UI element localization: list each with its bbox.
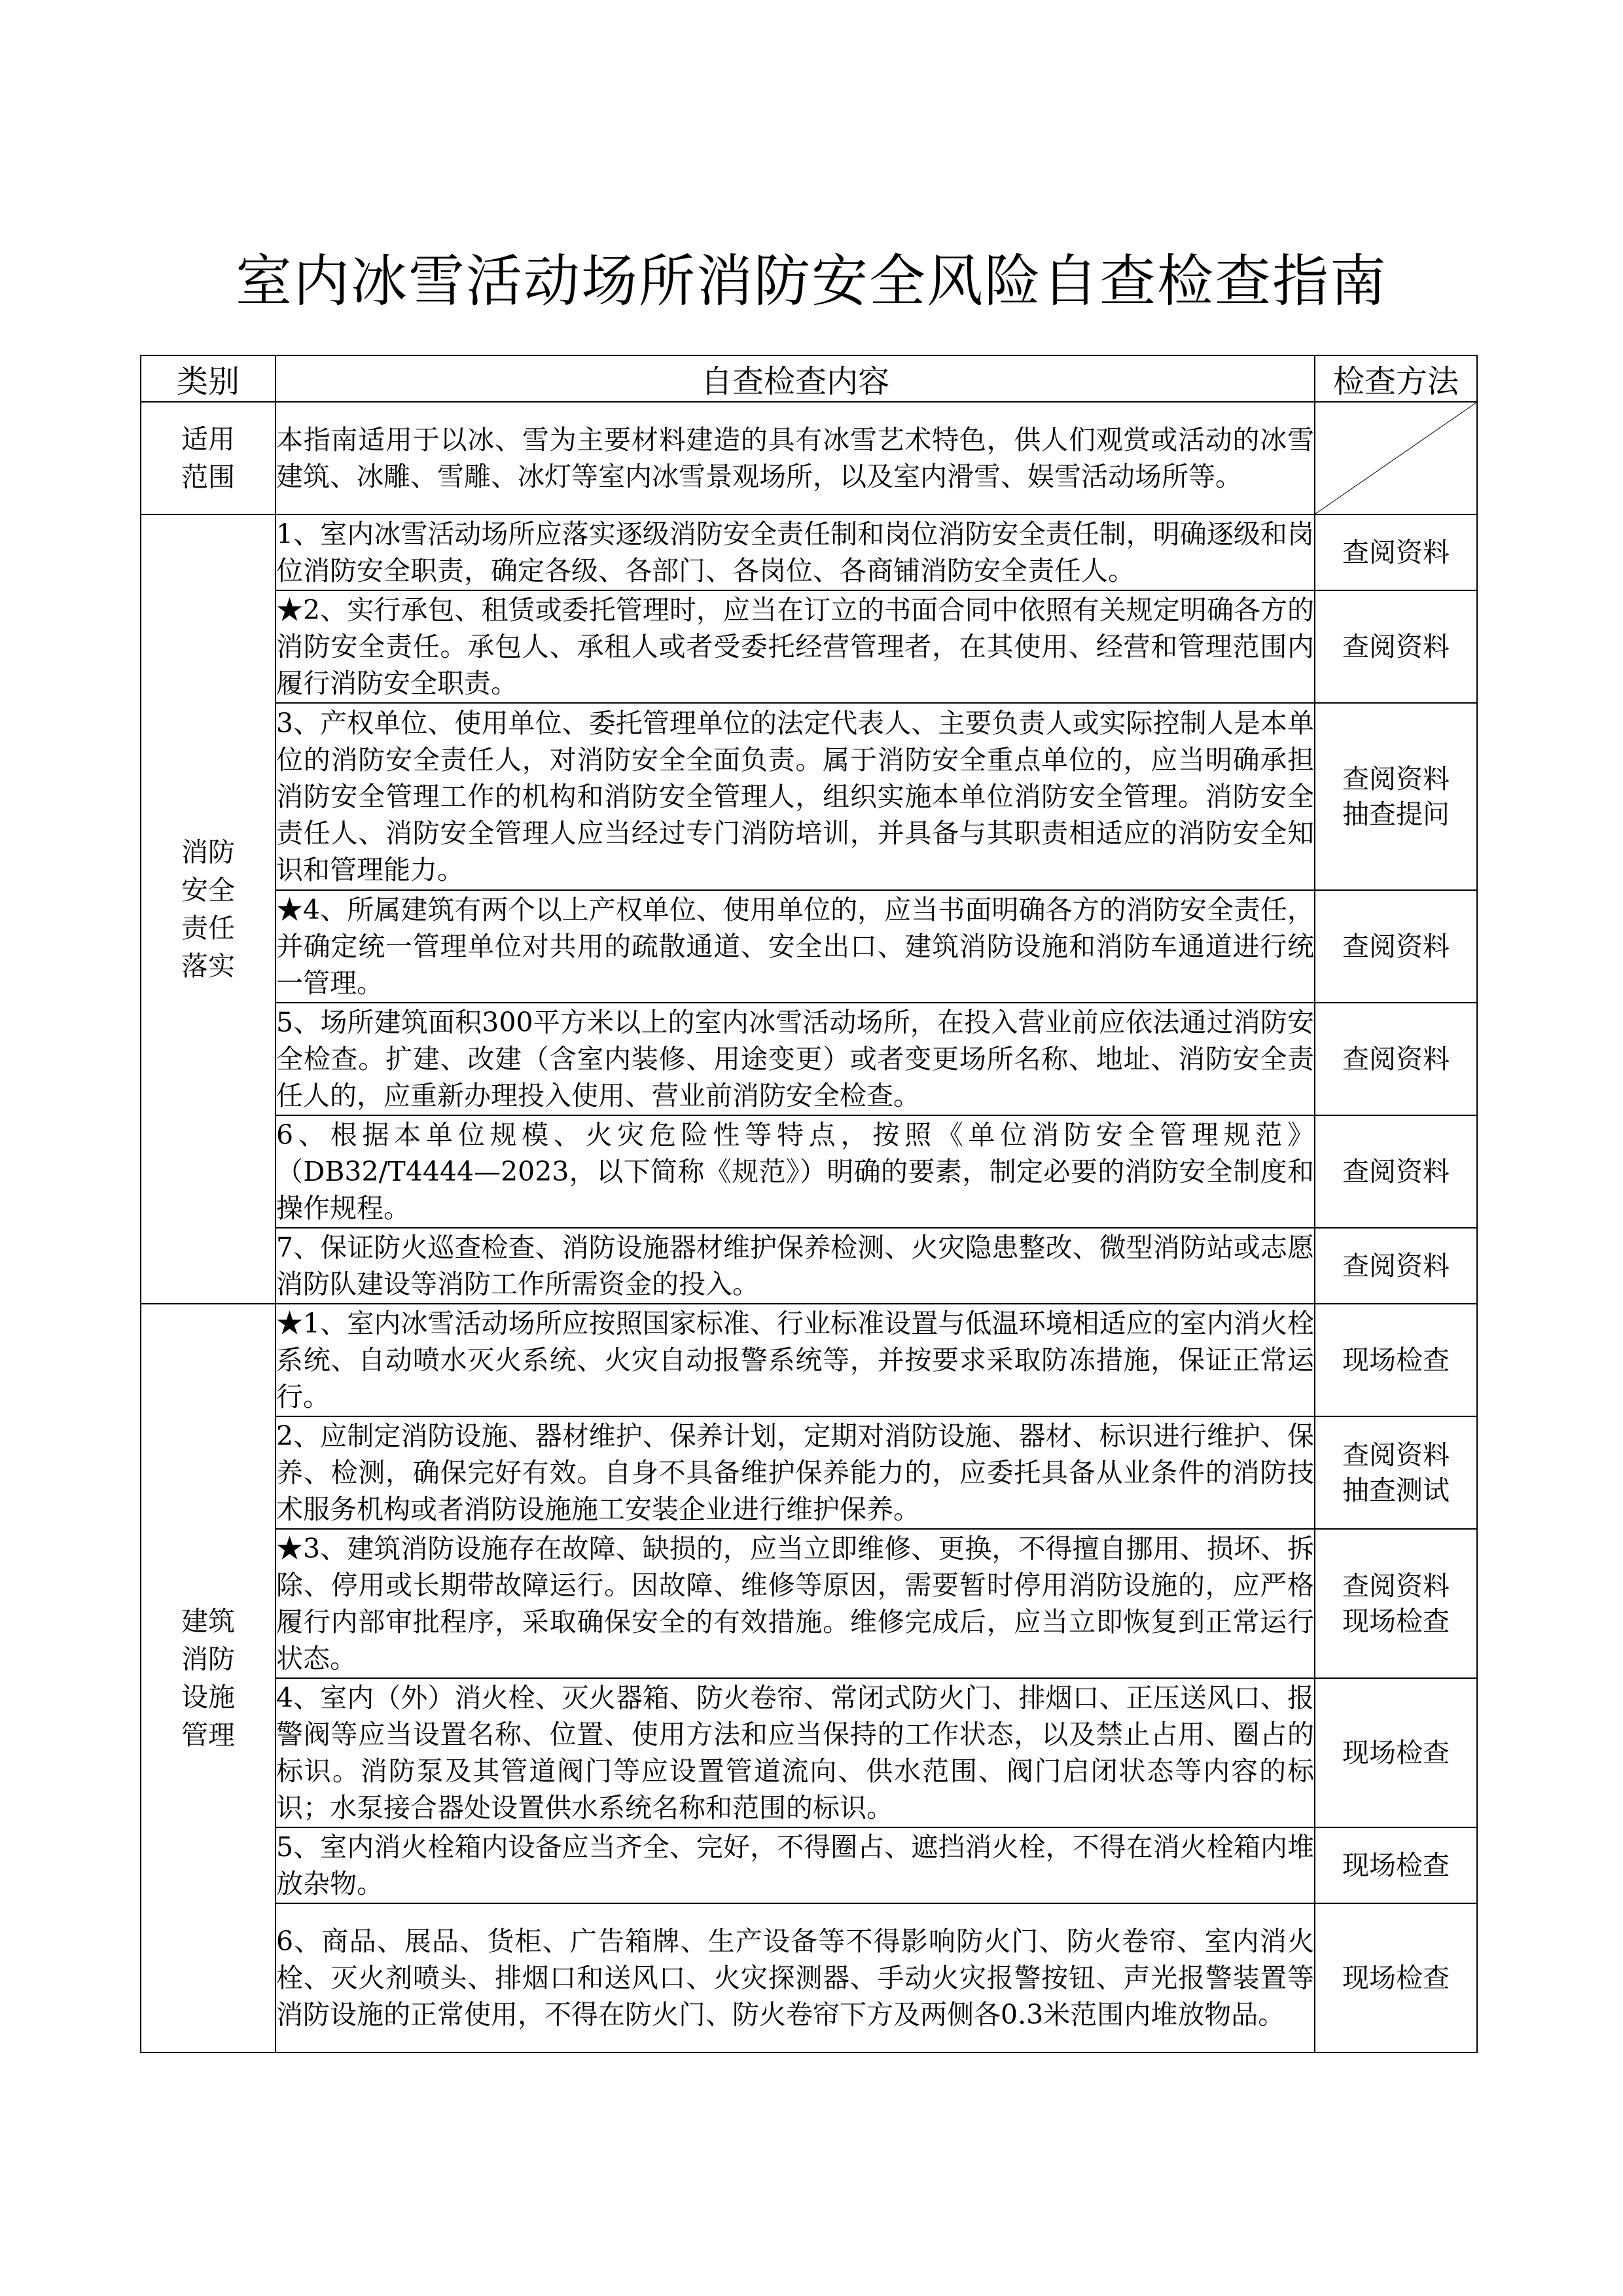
content-cell: ★4、所属建筑有两个以上产权单位、使用单位的，应当书面明确各方的消防安全责任，并确定统一管理单位对共用的疏散通道、安全出口、建筑消防设施和消防车通道进行统一管理。 xyxy=(276,890,1315,1003)
content-cell: 1、室内冰雪活动场所应落实逐级消防安全责任制和岗位消防安全责任制，明确逐级和岗位消防安全职责，确定各级、各部门、各岗位、各商铺消防安全责任人。 xyxy=(276,514,1315,590)
table-row xyxy=(141,1529,1477,1678)
content-cell: 6、商品、展品、货柜、广告箱牌、生产设备等不得影响防火门、防火卷帘、室内消火栓、灭火剂喷头、排烟口和送风口、火灾探测器、手动火灾报警按钮、声光报警装置等消防设施的正常使用，不得在防火门、防火卷帘下方及两侧各0.3米范围内堆放物品。 xyxy=(276,1903,1315,2053)
content-cell: 7、保证防火巡查检查、消防设施器材维护保养检测、火灾隐患整改、微型消防站或志愿消防队建设等消防工作所需资金的投入。 xyxy=(276,1228,1315,1304)
table-row xyxy=(141,1304,1477,1416)
category-cell xyxy=(141,1304,276,2053)
content-cell: ★1、室内冰雪活动场所应按照国家标准、行业标准设置与低温环境相适应的室内消火栓系统、自动喷水灭火系统、火灾自动报警系统等，并按要求采取防冻措施，保证正常运行。 xyxy=(276,1304,1315,1416)
header-method: 检查方法 xyxy=(1315,355,1477,402)
table-row xyxy=(141,1416,1477,1529)
table-row xyxy=(141,1678,1477,1827)
content-cell: 2、应制定消防设施、器材维护、保养计划，定期对消防设施、器材、标识进行维护、保养、检测，确保完好有效。自身不具备维护保养能力的，应委托具备从业条件的消防技术服务机构或者消防设施施工安装企业进行维护保养。 xyxy=(276,1416,1315,1529)
content-cell: ★3、建筑消防设施存在故障、缺损的，应当立即维修、更换，不得擅自挪用、损坏、拆除、停用或长期带故障运行。因故障、维修等原因，需要暂时停用消防设施的，应严格履行内部审批程序，采取确保安全的有效措施。维修完成后，应当立即恢复到正常运行状态。 xyxy=(276,1529,1315,1678)
category-cell xyxy=(141,514,276,1304)
method-cell: 查阅资料 xyxy=(1315,1003,1477,1115)
scope-category: 适用范围 xyxy=(181,423,235,493)
table-row xyxy=(141,590,1477,703)
method-cell: 现场检查 xyxy=(1315,1304,1477,1416)
table-row xyxy=(141,1115,1477,1228)
table-row xyxy=(141,514,1477,590)
table-row xyxy=(141,1903,1477,2053)
table-row xyxy=(141,1003,1477,1115)
table-row xyxy=(141,1228,1477,1304)
content-cell: 4、室内（外）消火栓、灭火器箱、防火卷帘、常闭式防火门、排烟口、正压送风口、报警阀等应当设置名称、位置、使用方法和应当保持的工作状态，以及禁止占用、圈占的标识。消防泵及其管道阀门等应设置管道流向、供水范围、阀门启闭状态等内容的标识；水泵接合器处设置供水系统名称和范围的标识。 xyxy=(276,1678,1315,1827)
header-row xyxy=(141,355,1477,402)
category-label: 消防安全责任落实 xyxy=(181,836,235,982)
checklist-table xyxy=(140,355,1478,2053)
method-cell: 查阅资料 抽查提问 xyxy=(1315,703,1477,890)
content-cell: 6、根据本单位规模、火灾危险性等特点，按照《单位消防安全管理规范》（DB32/T4444—2023，以下简称《规范》）明确的要素，制定必要的消防安全制度和操作规程。 xyxy=(276,1115,1315,1228)
table-row xyxy=(141,1827,1477,1903)
scope-row xyxy=(141,402,1477,514)
method-cell: 现场检查 xyxy=(1315,1903,1477,2053)
content-cell: 5、场所建筑面积300平方米以上的室内冰雪活动场所，在投入营业前应依法通过消防安全检查。扩建、改建（含室内装修、用途变更）或者变更场所名称、地址、消防安全责任人的，应重新办理投入使用、营业前消防安全检查。 xyxy=(276,1003,1315,1115)
method-cell: 查阅资料 xyxy=(1315,590,1477,703)
content-cell: 5、室内消火栓箱内设备应当齐全、完好，不得圈占、遮挡消火栓，不得在消火栓箱内堆放杂物。 xyxy=(276,1827,1315,1903)
content-cell: 3、产权单位、使用单位、委托管理单位的法定代表人、主要负责人或实际控制人是本单位的消防安全责任人，对消防安全全面负责。属于消防安全重点单位的，应当明确承担消防安全管理工作的机构和消防安全管理人，组织实施本单位消防安全管理。消防安全责任人、消防安全管理人应当经过专门消防培训，并具备与其职责相适应的消防安全知识和管理能力。 xyxy=(276,703,1315,890)
method-cell: 现场检查 xyxy=(1315,1678,1477,1827)
scope-method-empty xyxy=(1315,402,1477,514)
method-cell: 查阅资料 xyxy=(1315,1228,1477,1304)
content-cell: ★2、实行承包、租赁或委托管理时，应当在订立的书面合同中依照有关规定明确各方的消防安全责任。承包人、承租人或者受委托经营管理者，在其使用、经营和管理范围内履行消防安全职责。 xyxy=(276,590,1315,703)
method-cell: 查阅资料 抽查测试 xyxy=(1315,1416,1477,1529)
method-cell: 现场检查 xyxy=(1315,1827,1477,1903)
table-row xyxy=(141,890,1477,1003)
category-label: 建筑消防设施管理 xyxy=(181,1605,235,1751)
header-content: 自查检查内容 xyxy=(276,355,1315,402)
method-cell: 查阅资料 xyxy=(1315,514,1477,590)
scope-category-cell xyxy=(141,402,276,514)
method-cell: 查阅资料 xyxy=(1315,1115,1477,1228)
scope-content: 本指南适用于以冰、雪为主要材料建造的具有冰雪艺术特色，供人们观赏或活动的冰雪建筑、冰雕、雪雕、冰灯等室内冰雪景观场所，以及室内滑雪、娱雪活动场所等。 xyxy=(276,402,1315,514)
method-cell: 查阅资料 xyxy=(1315,890,1477,1003)
table-row xyxy=(141,703,1477,890)
header-category: 类别 xyxy=(141,355,276,402)
page-title: 室内冰雪活动场所消防安全风险自查检查指南 xyxy=(236,249,1387,314)
method-cell: 查阅资料 现场检查 xyxy=(1315,1529,1477,1678)
diagonal-slash-icon xyxy=(1315,403,1476,514)
